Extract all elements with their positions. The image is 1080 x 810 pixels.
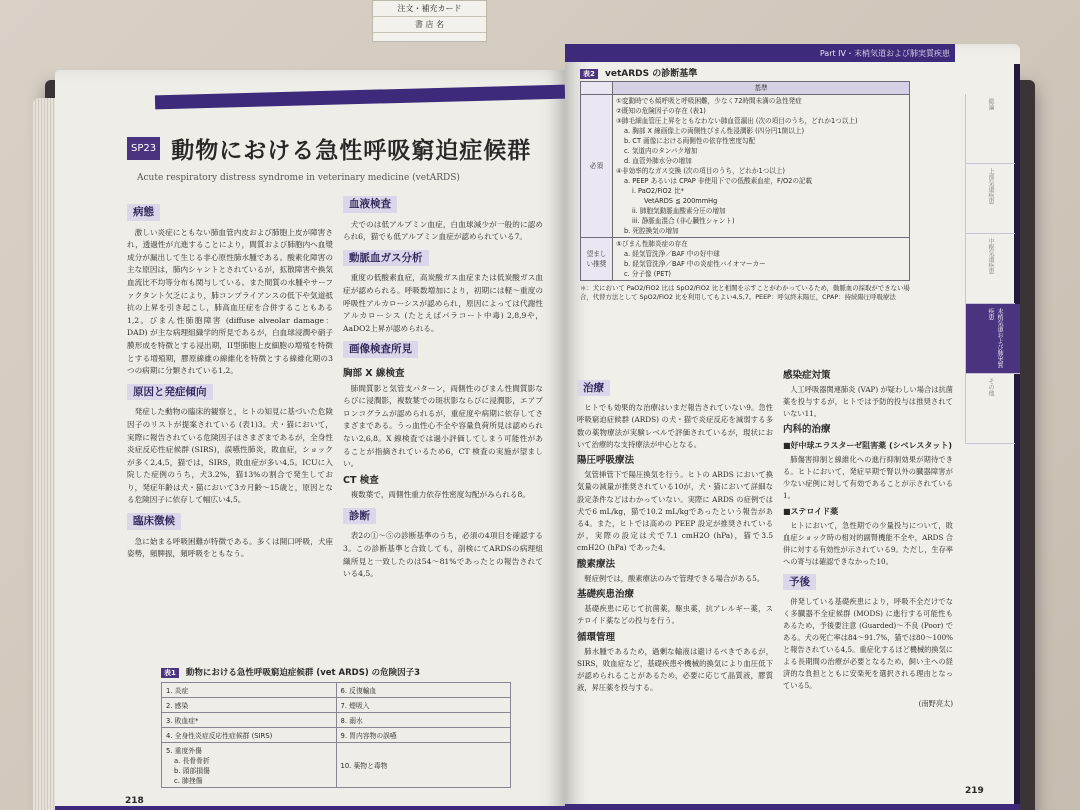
table2-title: vetARDS の診断基準: [605, 69, 698, 79]
order-card-title: 注文・補充カード: [373, 1, 486, 17]
table1-caption: [161, 666, 511, 678]
heading-signs: 臨床徴候: [127, 513, 181, 530]
table-cell-line: a. 長骨骨折: [174, 757, 210, 765]
table-cell-line: 5. 重度外傷: [166, 747, 202, 755]
side-tab: 総論: [965, 94, 1015, 164]
table-cell: [581, 82, 613, 95]
subheading-underlying: 基礎疾患治療: [577, 589, 635, 601]
order-card-field: 書 店 名: [373, 17, 486, 33]
table1-tag: 表1: [161, 668, 179, 678]
optional-label: 望ましい推奨: [581, 238, 613, 281]
table2-caption: [580, 66, 910, 79]
side-tab: 中枢気道疾患: [965, 234, 1015, 304]
running-header: Part IV・末梢気道および肺実質疾患: [819, 49, 950, 58]
open-book: [15, 30, 1025, 805]
table-row: [162, 698, 511, 713]
risk-factor-table: [161, 682, 511, 788]
table-cell: 9. 胃内容物の誤嚥: [336, 728, 511, 743]
table2-tag: 表2: [580, 69, 598, 79]
table-row: [162, 713, 511, 728]
heading-abg: 動脈血ガス分析: [343, 250, 429, 267]
table-cell-line: b. 頭部損傷: [174, 767, 210, 775]
text-cause: 発症した動物の臨床的観察と，ヒトの知見に基づいた危険因子のリストが提案されている (表1)3。犬・猫において，実際に報告されている危険因子はさまざまであるが，全身性炎症反応性症候群 (SIRS)，誤嚥性肺炎，敗血症，ショックが多く2,4,5，猫では，SIRS，敗血症が多い4,5。ICUに入院した症例のうち，犬3.2%，猫13%の割合で発生しており，発症年齢は犬・猫において3カ月齢〜15歳と，原因となる危険因子に依存して幅広い4,5。: [127, 407, 333, 505]
left-column-2: [343, 190, 543, 581]
subheading-steroid: ■ステロイド薬: [783, 507, 839, 516]
table-row: [162, 743, 511, 788]
side-index-tabs: [965, 94, 1020, 444]
criterion-line: iii. 静脈血混合 (非心臓性シャント): [632, 217, 735, 225]
criterion-line: ④非効率的なガス交換 (次の項目のうち，どれか1つ以上): [616, 167, 786, 175]
table-row: [581, 82, 910, 95]
table-row: [162, 683, 511, 698]
table-cell: 7. 煙吸入: [336, 698, 511, 713]
criterion-line: b. 死腔換気の増加: [624, 227, 679, 235]
heading-imaging: 画像検査所見: [343, 341, 418, 358]
subheading-ct: CT 検査: [343, 474, 379, 486]
left-column-1: [127, 198, 333, 561]
table-header: 基準: [613, 82, 910, 95]
criterion-line: a. PEEP あるいは CPAP 非使用下での低酸素血症，F/O2の記載: [624, 177, 813, 185]
text-prognosis: 併発している基礎疾患により，呼吸不全だけでなく多臓器不全症候群 (MODS) に進行する可能性もあるため，予後要注意 (Guarded)〜不良 (Poor) である。犬の死亡率は84〜91.7%，猫では80〜100%と報告されている4,5。重症化するほど機械的換気による長期間の治療が必要となるため，飼い主への経済的な負担とともに安楽死を選択される理由となっている5。: [783, 597, 953, 690]
bottom-bar: [55, 806, 565, 810]
table-cell: 4. 全身性炎症反応性症候群 (SIRS): [162, 728, 337, 743]
table-cell: [613, 95, 910, 238]
section-badge: SP23: [127, 137, 160, 160]
heading-cause: 原因と発症傾向: [127, 384, 213, 401]
criterion-line: ①変動時でも傾呼吸と呼吸困難，少なく72時間未満の急性発症: [616, 97, 802, 105]
text-signs: 急に始まる呼吸困難が特徴である。多くは開口呼吸，犬座姿勢，頻脾振，頻呼吸をともなう。: [127, 536, 333, 559]
subheading-ventilation: 陽圧呼吸療法: [577, 455, 635, 467]
table-cell: [162, 743, 337, 788]
page-subtitle: Acute respiratory distress syndrome in veterinary medicine (vetARDS): [137, 173, 460, 183]
criterion-line: ②既知の危険因子の存在 (表1): [616, 107, 706, 115]
table-row: [581, 238, 910, 281]
heading-prognosis: 予後: [783, 574, 816, 590]
page-number-right: 219: [965, 786, 984, 796]
subheading-circulation: 循環管理: [577, 631, 616, 643]
subheading-oxygen: 酸素療法: [577, 558, 616, 570]
criterion-line: ③肺毛細血管圧上昇をともなわない肺血管漏出 (次の項目のうち，どれか1つ以上): [616, 117, 858, 125]
subheading-xray: 胸部 X 線検査: [343, 367, 405, 379]
subheading-sivelestat: ■好中球エラスターゼ阻害薬 (シベレスタット): [783, 441, 953, 450]
text-ct: 複数葉で，両側性重力依存性密度勾配がみられる8。: [350, 490, 530, 500]
table-cell: 10. 薬物と毒物: [336, 743, 511, 788]
text-abg: 重度の低酸素血症，高炭酸ガス血症または低炭酸ガス血症が認められる。呼吸数増加により，初期には軽〜重度の呼吸性アルカローシスが認められ，原因によっては代謝性アルカローシス (たとえばパラコート中毒) 2,8,9や，AaDO2上昇が認められる。: [343, 273, 543, 333]
top-bar: [155, 85, 565, 110]
text-infection: 人工呼吸器関連肺炎 (VAP) が疑わしい場合は抗菌薬を投与するが，ヒトでは予防的投与は推奨されていない11。: [783, 385, 953, 418]
table-row: [581, 95, 910, 238]
text-circulation: 肺水腫であるため，過剰な輸液は避けるべきであるが，SIRS，敗血症など，基礎疾患や機械的換気により血圧低下が認められることがあるため，必要に応じて晶質液，膠質液，昇圧薬を投与する。: [577, 646, 773, 693]
subheading-medical: 内科的治療: [783, 424, 831, 435]
right-column-2: [783, 366, 953, 710]
criterion-line: d. 血管外肺水分の増加: [624, 157, 692, 165]
criterion-line: a. 胸部 X 線画像上の両側性びまん性浸潤影 (四分円1箇以上): [624, 127, 805, 135]
criterion-line: i. PaO2/FiO2 比*: [632, 187, 684, 195]
bottom-bar: [565, 804, 1020, 810]
diagnostic-criteria-block: [580, 66, 910, 302]
table1-title: 動物における急性呼吸窮迫症候群 (vet ARDS) の危険因子3: [185, 668, 421, 678]
table-cell: [613, 238, 910, 281]
heading-treatment: 治療: [577, 380, 610, 396]
criterion-line: a. 経気管洗浄／BAF 中の好中球: [624, 250, 720, 258]
text-pathology: 激しい炎症にともない肺血管内皮および肺胞上皮が障害され，透過性が亢進することにより，間質および肺胞内へ血漿成分が漏出して生じる非心原性肺水腫である。酸素化障害の主な原因は，肺内シャントとされているが，拡散障害や換気血流比不均等分布も関与している。また間質の水腫やサーファクタント欠乏により，肺コンプライアンスの低下や気道抵抗の上昇を引き起こし，肺高血圧症を合併することもある1,2。びまん性肺胞障害 (diffuse alveolar damage：DAD) が主な病理組織学的所見であるが，白血球浸潤や硝子膜形成を特徴とする浸出期，II型肺胞上皮細胞の増殖を特徴とする増殖期，膠原線維の線維化を特徴とする線維化期の3つの病期に分類されている1,2。: [127, 227, 333, 376]
text-sivelestat: 肺傷害抑制と線維化への進行抑制効果が期待できる。ヒトにおいて，発症早期で腎以外の臓器障害が少ない症例に対して有効であることが示されている1。: [783, 455, 953, 500]
right-column-1: [577, 374, 773, 695]
text-oxygen: 軽症例では，酸素療法のみで管理できる場合がある5。: [584, 573, 765, 583]
text-blood: 犬でのは低アルブミン血症，白血球減少が一般的に認められ6，猫でも低アルブミン血症が認められている7。: [343, 219, 543, 242]
right-page: [565, 44, 1020, 810]
diagnostic-criteria-table: [580, 81, 910, 281]
table-cell: 1. 炎症: [162, 683, 337, 698]
text-xray: 肺間質影と気管支パターン，両側性のびまん性間質影ならびに浸潤影，複数葉での斑状影ならびに浸潤影，エアブロンコグラムが認められるが，重症度や病期に依存してさまざまである。うっ血性心不全や容量負荷所見は認められない2,6,8。X 線検査では過小評価してしまう可能性があることが指摘されているため6，CT 検査の実施が望ましい。: [343, 383, 543, 469]
text-underlying: 基礎疾患に応じて抗菌薬，駆虫薬，抗アレルギー薬，ステロイド薬などの投与を行う。: [577, 604, 773, 626]
author: (南野亮太): [918, 699, 953, 708]
title-block: [127, 132, 557, 183]
page-title: 動物における急性呼吸窮迫症候群: [171, 137, 532, 164]
subheading-infection: 感染症対策: [783, 370, 831, 381]
heading-diagnosis: 診断: [343, 508, 376, 525]
page-number-left: 218: [125, 796, 144, 806]
heading-blood: 血液検査: [343, 196, 397, 213]
table-cell: 6. 反復輸血: [336, 683, 511, 698]
criterion-line: c. 分子像 (PET): [624, 270, 672, 278]
criterion-line: VetARDS ≦ 200mmHg: [644, 197, 718, 205]
criterion-line: ⑤びまん性肺炎症の存在: [616, 240, 688, 248]
required-label: 必須: [581, 95, 613, 238]
criterion-line: b. CT 画像における両側性の依存性密度勾配: [624, 137, 756, 145]
criterion-line: b. 経気管洗浄／BAF 中の炎症性バイオマーカー: [624, 260, 766, 268]
side-tab: 上部気道疾患: [965, 164, 1015, 234]
table2-note: ＊：犬において PaO2/FiO2 比は SpO2/FiO2 比と相関を示すことがわかっているため，動脈血の採取ができない場合，代替方法として SpO2/FiO2 比を利用してもよい4,5,7。PEEP：呼気終末陽圧，CPAP：持続陽圧呼吸療法: [580, 284, 910, 301]
table-cell: 8. 溺水: [336, 713, 511, 728]
side-tab: その他: [965, 374, 1015, 444]
left-page: [55, 70, 565, 810]
text-ventilation: 気管挿管下で陽圧換気を行う。ヒトの ARDS において換気量の減量が推奨されている10が，犬・猫において詳細な設定条件などはわかっていない。実際に ARDS の症例では犬で6 mL/kg，猫で10.2 mL/kgであったという報告がある4。また，ヒトでは高めの PEEP 設定が推奨されているが，実際の設定は犬で7.1 cmH2O (hPa)，猫で3.5 cmH2O (hPa) であった4。: [577, 470, 773, 553]
table-row: [162, 728, 511, 743]
risk-factor-table-block: [161, 666, 511, 788]
table-cell: 2. 感染: [162, 698, 337, 713]
text-treatment: ヒトでも効果的な治療はいまだ報告されていない9。急性呼吸窮迫症候群 (ARDS) の犬・猫で炎症反応を減弱する多数の薬物療法が実験レベルで評価されているが，現状において治療的な支持療法が中心となる。: [577, 403, 773, 449]
table-cell: 3. 敗血症*: [162, 713, 337, 728]
heading-pathology: 病態: [127, 204, 160, 221]
text-steroid: ヒトにおいて，急性期での少量投与について，敗血症ショック時の相対的副腎機能不全や，ARDS 合併に対する有効性が示されている9。ただし，生存率への寄与は確認できなかった10。: [783, 521, 953, 566]
table-cell-line: c. 肺挫傷: [174, 777, 203, 785]
side-tab-active: 末梢気道および肺実質疾患: [965, 304, 1020, 374]
text-diagnosis: 表2の①〜⑤の診断基準のうち，必須の4項目を確認する3。この診断基準と合致しても，剖検にてARDSの病理組織所見と一致したのは54〜81%であったとの報告されている4,5。: [343, 531, 543, 579]
criterion-line: ii. 肺胞気動脈血酸素分圧の増加: [632, 207, 726, 215]
criterion-line: c. 気道内のタンパク増加: [624, 147, 698, 155]
